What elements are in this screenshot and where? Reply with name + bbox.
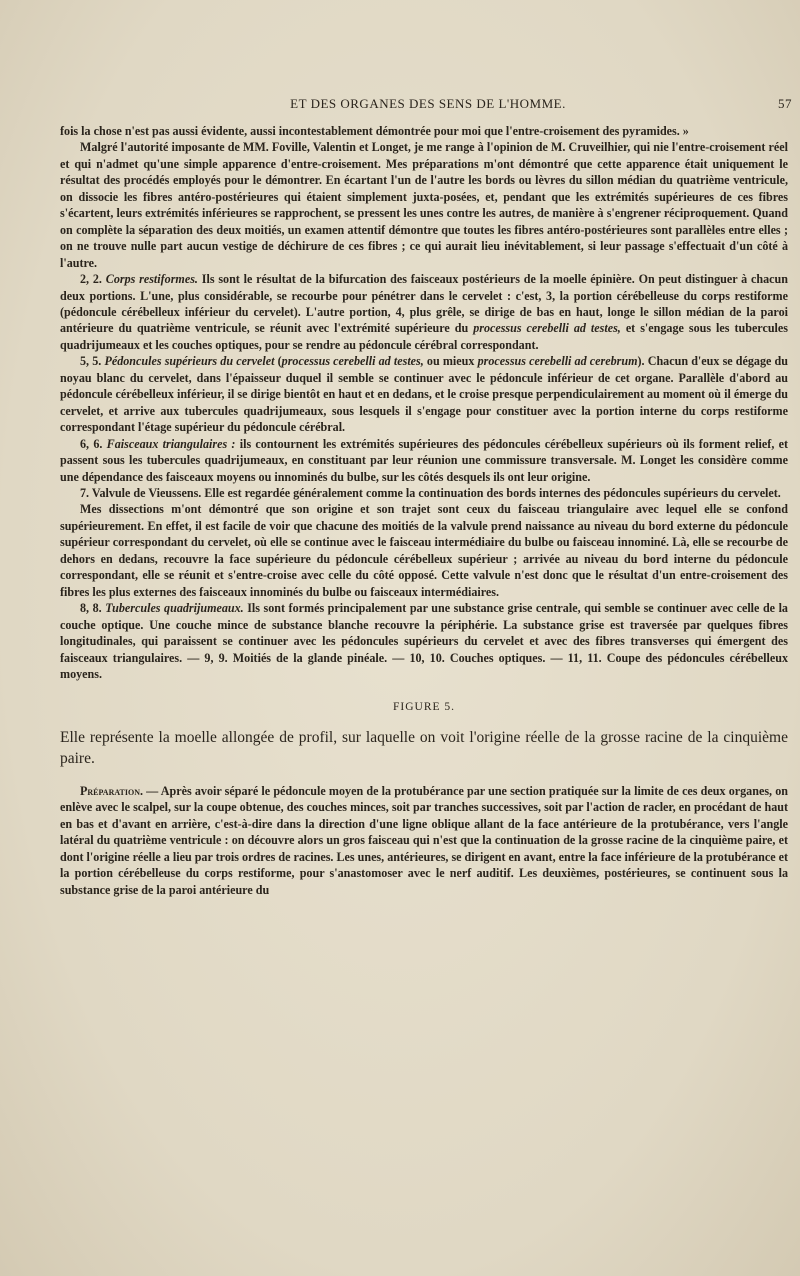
item-text: ou mieux (423, 354, 478, 369)
running-header (60, 96, 796, 114)
paragraph-opinion: Malgré l'autorité imposante de MM. Foville, Valentin et Longet, je me range à l'opinion de M. Cruveilhier, qui nie l'entre-croisement réel et qui n'admet qu'une simple apparence d'entre-croisement. Mes préparations m'ont démontré que cette apparence était uniquement le résultat des procédés employés pour le démontrer. En écartant l'un de l'autre les bords ou lèvres du sillon médian du quatrième ventricule, on dissocie les fibres antéro-postérieures qui étaient simplement juxta-posées, et, pendant que les extrémités supérieures de ces fibres s'écartent, leurs extrémités inférieures se rapprochent, se pressent les unes contre les autres, de manière à s'engrener réciproquement. Quand on complète la séparation des deux moitiés, un examen attentif démontre que toutes les fibres antéro-postérieures sont parallèles entre elles ; on ne trouve nulle part aucun vestige de déchirure de ces fibres ; ce qui aurait lieu inévitablement, si leur passage s'effectuait d'un côté à l'autre. (60, 140, 788, 270)
item-term-latin: processus cerebelli ad cerebrum (477, 354, 638, 369)
page-number: 57 (778, 96, 792, 111)
item-number: 8, 8. (80, 601, 102, 616)
item-text: ). Chacun d'eux se dégage du noyau blanc du cervelet, dans l'épaisseur duquel il semble se continuer avec le pédoncule inférieur de cet organe. Parallèle d'abord au pédoncule cérébelleux inférieur, il se dirige bientôt en haut et en dedans, et le croise presque perpendiculairement au moment où il émerge du cervelet, et arrive aux tubercules quadrijumeaux, sous lesquels il s'engage pour constituer avec la portion interne du corps restiforme correspondant l'étage supérieur du pédoncule cérébral. (60, 354, 788, 435)
paragraph-preparation (60, 783, 788, 898)
item-term: Faisceaux triangulaires : (106, 436, 236, 451)
item-number: 5, 5. (80, 354, 102, 369)
paragraph-faisceaux-triangulaires (60, 436, 788, 485)
running-title: ET DES ORGANES DES SENS DE L'HOMME. (290, 96, 566, 111)
paragraph-corps-restiformes (60, 271, 788, 353)
item-text: Ils sont formés principalement par une substance grise centrale, qui semble se continuer avec celle de la couche optique. Une couche mince de substance blanche recouvre la périphérie. La substance grise est traversée par quelques fibres longitudinales, qui paraissent se continuer avec les pédoncules supérieurs du cervelet et avec des fibres transverses qui émergent des faisceaux triangulaires. — 9, 9. Moitiés de la glande pinéale. — 10, 10. Couches optiques. — 11, 11. Coupe des pédoncules cérébelleux moyens. (60, 601, 788, 681)
figure-heading: FIGURE 5. (392, 701, 456, 714)
item-term-latin: processus cerebelli ad testes, (281, 354, 424, 369)
paragraph-tubercules (60, 600, 788, 682)
item-text: ils contournent les extrémités supérieures des pédoncules cérébelleux supérieurs où ils forment relief, et passent sous les tubercules quadrijumeaux, en constituant par leur réunion une commissure transversale. M. Longet les considère comme une dépendance des faisceaux moyens ou innominés du bulbe, sur les côtés desquels ils ont leur origine. (60, 436, 788, 484)
item-number: 6, 6. (80, 436, 103, 451)
figure-description: Elle représente la moelle allongée de profil, sur laquelle on voit l'origine réelle de la grosse racine de la cinquième paire. (60, 728, 788, 767)
paragraph-pedoncules-superieurs (60, 353, 788, 435)
paragraph-dissections: Mes dissections m'ont démontré que son origine et son trajet sont ceux du faisceau triangulaire avec lequel elle se confond supérieurement. En effet, il est facile de voir que chacune des moitiés de la valvule prend naissance au niveau du bord externe du pédoncule supérieur correspondant du cervelet, où elle se continue avec le faisceau intermédiaire du bulbe ou faisceau innominé. Là, elle se recourbe de dehors en dedans, recouvre la face supérieure du pédoncule cérébelleux supérieur ; arrivée au niveau du bord interne du pédoncule correspondant, elle se réunit et s'entre-croise avec celle du côté opposé. Cette valvule n'est donc que le résultat d'un entre-croisement des fibres les plus externes des faisceaux innominés du bulbe ou faisceaux intermédiaires. (60, 502, 788, 599)
item-text: Ils sont le résultat de la bifurcation des faisceaux postérieurs de la moelle épinière. On peut distinguer à chacun deux portions. L'une, plus considérable, se recourbe pour pénétrer dans le cervelet : c'est, 3, la portion cérébelleuse du corps restiforme (pédoncule cérébelleux inférieur du cervelet). L'autre portion, 4, plus grêle, se dirige de bas en haut, longe le sillon médian de la paroi antérieure du quatrième ventricule, se réunit avec l'extrémité supérieure du (60, 272, 788, 336)
paragraph-valvule: 7. Valvule de Vieussens. Elle est regardée généralement comme la continuation des bords internes des pédoncules supérieurs du cervelet. (80, 485, 781, 500)
item-term: Corps restiformes. (105, 272, 198, 287)
page-body (60, 123, 788, 898)
paragraph-quote-end: fois la chose n'est pas aussi évidente, aussi incontestablement démontrée pour moi que l'entre-croisement des pyramides. » (60, 124, 689, 138)
item-term-latin: processus cerebelli ad testes, (473, 321, 621, 336)
item-term: Pédoncules supérieurs du cervelet (104, 354, 275, 369)
preparation-label: Préparation. (80, 783, 144, 798)
item-text: et s'engage sous les tubercules quadrijumeaux et les couches optiques, pour se rendre au pédoncule cérébral correspondant. (60, 321, 788, 352)
item-term: Tubercules quadrijumeaux. (105, 601, 244, 616)
item-number: 2, 2. (80, 272, 102, 287)
item-text: ( (274, 354, 282, 369)
preparation-text: — Après avoir séparé le pédoncule moyen de la protubérance par une section pratiquée sur la limite de ces deux organes, on enlève avec le scalpel, sur la coupe obtenue, des couches minces, soit par tranches successives, soit par l'action de racler, en procédant de haut en bas et d'avant en arrière, c'est-à-dire dans la direction d'une ligne oblique allant de la face antérieure de la protubérance, vers l'angle latéral du quatrième ventricule : on découvre alors un gros faisceau qui n'est que la continuation de la grosse racine de la cinquième paire, et dont l'origine réelle a lieu par trois ordres de racines. Les unes, antérieures, se dirigent en avant, entre la face inférieure de la protubérance et la portion cérébelleuse du corps restiforme, pour s'anastomoser avec le nerf auditif. Les deuxièmes, postérieures, se continuent sous la substance grise de la paroi antérieure du (60, 783, 788, 897)
